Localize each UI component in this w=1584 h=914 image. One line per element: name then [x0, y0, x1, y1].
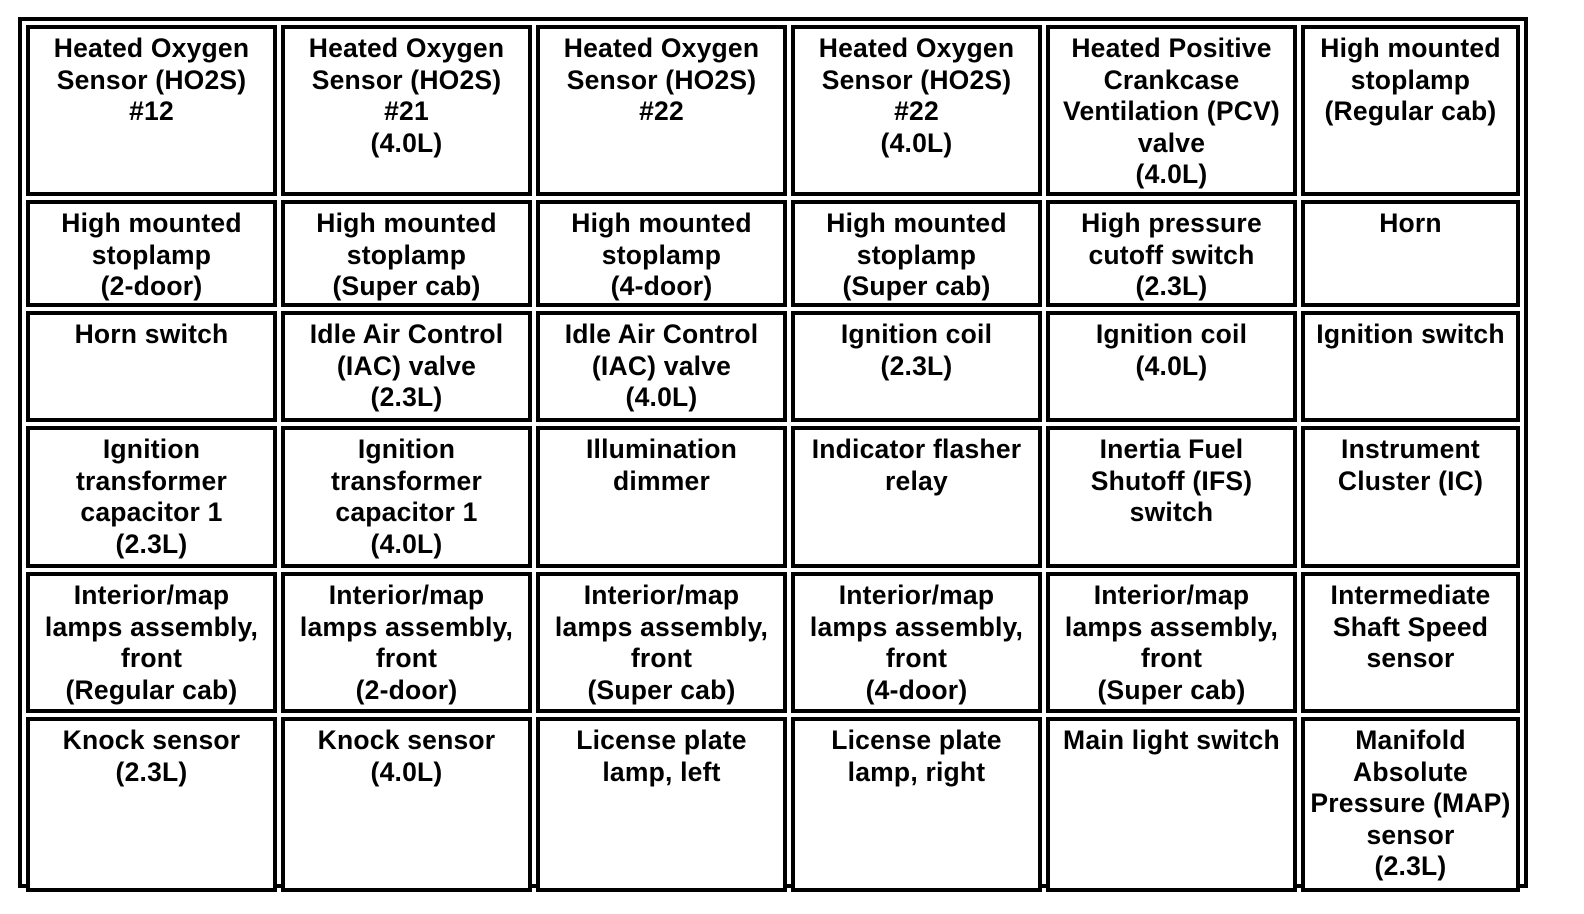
cell-text-line: Horn switch: [74, 319, 229, 349]
cell-text-line: High mounted: [1320, 33, 1501, 63]
table-cell: [1301, 311, 1520, 422]
cell-text-line: License plate: [576, 725, 747, 755]
table-cell: [1046, 717, 1297, 892]
table-cell: [791, 25, 1042, 196]
cell-text-line: stoplamp: [346, 239, 467, 270]
cell-text-line: sensor: [1366, 819, 1455, 850]
cell-text-line: (2-door): [100, 271, 203, 302]
cell-text-line: cutoff switch: [1088, 239, 1255, 270]
table-cell: [791, 311, 1042, 422]
table-cell: [1046, 426, 1297, 568]
cell-text-line: (4.0L): [370, 127, 443, 158]
table-cell: [1046, 25, 1297, 196]
cell-text-line: (2-door): [355, 674, 458, 705]
cell-text-line: lamp, left: [602, 756, 721, 787]
table-cell: [1046, 200, 1297, 307]
cell-text-line: stoplamp: [856, 239, 977, 270]
cell-text-line: lamps assembly,: [1064, 611, 1279, 642]
table-cell: [1301, 25, 1520, 196]
table-cell: [281, 717, 532, 892]
cell-text-line: High mounted: [61, 208, 242, 238]
cell-text-line: Crankcase: [1103, 64, 1240, 95]
cell-text-line: capacitor 1: [80, 497, 223, 528]
cell-text-line: lamps assembly,: [299, 611, 514, 642]
cell-text-line: front: [1140, 643, 1203, 674]
cell-text-line: front: [885, 643, 948, 674]
table-cell: [281, 25, 532, 196]
cell-text-line: Main light switch: [1063, 725, 1280, 755]
cell-text-line: Instrument: [1341, 434, 1480, 464]
cell-text-line: Horn: [1379, 208, 1442, 238]
cell-text-line: Sensor (HO2S): [821, 64, 1012, 95]
cell-text-line: Indicator flasher: [811, 434, 1022, 464]
cell-text-line: (Regular cab): [1324, 96, 1497, 127]
cell-text-line: Idle Air Control: [309, 319, 504, 349]
table-cell: [536, 426, 787, 568]
cell-text-line: (2.3L): [115, 756, 188, 787]
table-cell: [281, 426, 532, 568]
cell-text-line: Knock sensor: [317, 725, 496, 755]
table-cell: [26, 25, 277, 196]
cell-text-line: Shutoff (IFS): [1090, 465, 1253, 496]
cell-text-line: (Super cab): [1097, 674, 1246, 705]
table-cell: [791, 200, 1042, 307]
cell-text-line: #12: [129, 96, 174, 127]
cell-text-line: capacitor 1: [335, 497, 478, 528]
cell-text-line: dimmer: [613, 465, 710, 496]
cell-text-line: Manifold: [1355, 725, 1466, 755]
table-cell: [791, 572, 1042, 713]
cell-text-line: (4-door): [865, 674, 968, 705]
table-cell: [26, 311, 277, 422]
cell-text-line: Ignition coil: [1095, 319, 1248, 349]
cell-text-line: Sensor (HO2S): [56, 64, 247, 95]
cell-text-line: Illumination: [585, 434, 738, 464]
cell-text-line: valve: [1137, 127, 1206, 158]
cell-text-line: Knock sensor: [62, 725, 241, 755]
cell-text-line: Interior/map: [328, 580, 485, 610]
cell-text-line: Sensor (HO2S): [566, 64, 757, 95]
cell-text-line: (4.0L): [1135, 350, 1208, 381]
table-cell: [1301, 572, 1520, 713]
table-cell: [26, 572, 277, 713]
cell-text-line: Interior/map: [838, 580, 995, 610]
cell-text-line: Ventilation (PCV): [1063, 96, 1280, 127]
cell-text-line: (4-door): [610, 271, 713, 302]
cell-text-line: Ignition switch: [1316, 319, 1505, 349]
cell-text-line: Interior/map: [1093, 580, 1250, 610]
table-cell: [281, 311, 532, 422]
table-cell: [536, 200, 787, 307]
cell-text-line: #21: [384, 96, 429, 127]
cell-text-line: Cluster (IC): [1337, 465, 1484, 496]
cell-text-line: Heated Oxygen: [563, 33, 760, 63]
cell-text-line: Heated Positive: [1071, 33, 1272, 63]
cell-text-line: (2.3L): [370, 382, 443, 413]
cell-text-line: High mounted: [316, 208, 497, 238]
cell-text-line: (Super cab): [587, 674, 736, 705]
cell-text-line: transformer: [76, 465, 227, 496]
cell-text-line: #22: [894, 96, 939, 127]
cell-text-line: Ignition coil: [840, 319, 993, 349]
table-cell: [791, 426, 1042, 568]
cell-text-line: Sensor (HO2S): [311, 64, 502, 95]
cell-text-line: (4.0L): [370, 528, 443, 559]
cell-text-line: (Super cab): [332, 271, 481, 302]
cell-text-line: Idle Air Control: [564, 319, 759, 349]
cell-text-line: (Super cab): [842, 271, 991, 302]
cell-text-line: lamp, right: [847, 756, 986, 787]
cell-text-line: front: [375, 643, 438, 674]
cell-text-line: (IAC) valve: [591, 350, 732, 381]
cell-text-line: Pressure (MAP): [1310, 788, 1511, 819]
cell-text-line: Interior/map: [73, 580, 230, 610]
cell-text-line: High mounted: [826, 208, 1007, 238]
component-table: [18, 17, 1528, 888]
cell-text-line: Shaft Speed: [1332, 611, 1489, 642]
table-cell: [26, 426, 277, 568]
cell-text-line: Inertia Fuel: [1099, 434, 1244, 464]
cell-text-line: (2.3L): [1135, 271, 1208, 302]
cell-text-line: (Regular cab): [65, 674, 238, 705]
cell-text-line: Heated Oxygen: [53, 33, 250, 63]
table-cell: [536, 572, 787, 713]
cell-text-line: (4.0L): [1135, 159, 1208, 190]
cell-text-line: (4.0L): [625, 382, 698, 413]
table-cell: [536, 311, 787, 422]
cell-text-line: Heated Oxygen: [818, 33, 1015, 63]
cell-text-line: stoplamp: [91, 239, 212, 270]
cell-text-line: Absolute: [1353, 756, 1468, 787]
cell-text-line: stoplamp: [1350, 64, 1471, 95]
table-cell: [791, 717, 1042, 892]
cell-text-line: lamps assembly,: [554, 611, 769, 642]
cell-text-line: Interior/map: [583, 580, 740, 610]
table-cell: [1301, 426, 1520, 568]
table-cell: [26, 717, 277, 892]
table-cell: [26, 200, 277, 307]
component-grid: [26, 25, 1520, 880]
cell-text-line: (4.0L): [880, 127, 953, 158]
cell-text-line: switch: [1129, 497, 1214, 528]
cell-text-line: License plate: [831, 725, 1002, 755]
table-cell: [536, 717, 787, 892]
table-cell: [1301, 717, 1520, 892]
cell-text-line: High mounted: [571, 208, 752, 238]
cell-text-line: (2.3L): [1374, 851, 1447, 882]
cell-text-line: Heated Oxygen: [308, 33, 505, 63]
cell-text-line: (IAC) valve: [336, 350, 477, 381]
cell-text-line: relay: [885, 465, 948, 496]
cell-text-line: sensor: [1366, 643, 1455, 674]
table-cell: [536, 25, 787, 196]
cell-text-line: (2.3L): [880, 350, 953, 381]
cell-text-line: Intermediate: [1330, 580, 1491, 610]
cell-text-line: (4.0L): [370, 756, 443, 787]
cell-text-line: #22: [639, 96, 684, 127]
table-cell: [1301, 200, 1520, 307]
table-cell: [1046, 311, 1297, 422]
cell-text-line: High pressure: [1081, 208, 1262, 238]
cell-text-line: Ignition: [357, 434, 456, 464]
cell-text-line: Ignition: [102, 434, 201, 464]
cell-text-line: lamps assembly,: [809, 611, 1024, 642]
table-cell: [281, 200, 532, 307]
table-cell: [1046, 572, 1297, 713]
cell-text-line: (2.3L): [115, 528, 188, 559]
cell-text-line: stoplamp: [601, 239, 722, 270]
cell-text-line: lamps assembly,: [44, 611, 259, 642]
cell-text-line: transformer: [331, 465, 482, 496]
table-cell: [281, 572, 532, 713]
cell-text-line: front: [120, 643, 183, 674]
cell-text-line: front: [630, 643, 693, 674]
